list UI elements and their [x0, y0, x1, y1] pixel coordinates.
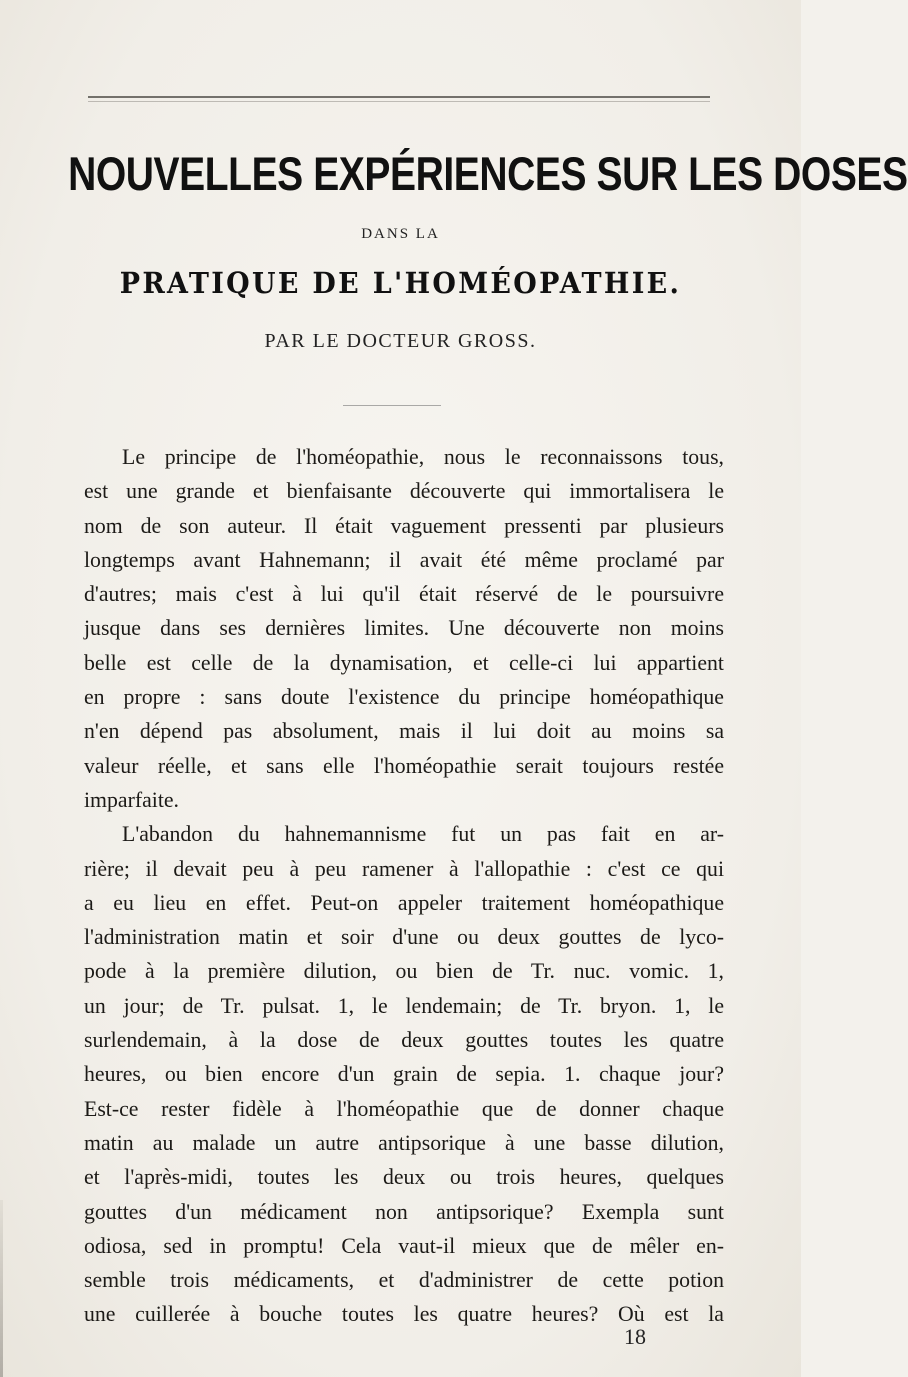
text-line: est une grande et bienfaisante découverte qui immortalisera le [84, 479, 724, 504]
text-line: Le principe de l'homéopathie, nous le reconnaissons tous, [122, 445, 724, 469]
section-separator [343, 405, 441, 406]
title-connector: DANS LA [361, 226, 440, 242]
text-line: L'abandon du hahnemannisme fut un pas fait en ar- [122, 822, 724, 847]
text-line: et l'après-midi, toutes les deux ou trois heures, quelques [84, 1165, 724, 1190]
text-line: a eu lieu en effet. Peut-on appeler traitement homéopathique [84, 890, 724, 915]
text-line: gouttes d'un médicament non antipsorique? Exempla sunt [84, 1199, 724, 1224]
text-line: en propre : sans doute l'existence du principe homéopathique [84, 685, 724, 710]
text-line: Est-ce rester fidèle à l'homéopathie que de donner chaque [84, 1096, 724, 1121]
text-line: jusque dans ses dernières limites. Une découverte non moins [84, 616, 724, 641]
top-rule [88, 96, 710, 98]
text-line: matin au malade un autre antipsorique à une basse dilution, [84, 1130, 724, 1155]
article-title: NOUVELLES EXPÉRIENCES SUR LES DOSES [68, 147, 908, 200]
article-subtitle: PRATIQUE DE L'HOMÉOPATHIE. [119, 266, 682, 300]
top-rule-thin [88, 101, 710, 102]
page-number: 18 [624, 1324, 646, 1349]
author-line: PAR LE DOCTEUR GROSS. [264, 330, 537, 352]
text-line: surlendemain, à la dose de deux gouttes toutes les quatre [84, 1028, 724, 1053]
binding-edge-shadow [0, 1200, 3, 1377]
text-line: odiosa, sed in promptu! Cela vaut-il mieux que de mêler en- [84, 1233, 724, 1258]
text-line: pode à la première dilution, ou bien de Tr. nuc. vomic. 1, [84, 959, 724, 984]
text-line: l'administration matin et soir d'une ou deux gouttes de lyco- [84, 925, 724, 950]
article-body [84, 440, 724, 1332]
text-line: imparfaite. [84, 787, 180, 812]
text-line: heures, ou bien encore d'un grain de sepia. 1. chaque jour? [84, 1062, 724, 1087]
text-line: d'autres; mais c'est à lui qu'il était réservé de le poursuivre [84, 582, 724, 607]
text-line: belle est celle de la dynamisation, et celle-ci lui appartient [84, 650, 724, 675]
text-line: n'en dépend pas absolument, mais il lui doit au moins sa [84, 719, 724, 744]
text-line: nom de son auteur. Il était vaguement pressenti par plusieurs [84, 513, 724, 538]
text-line: semble trois médicaments, et d'administrer de cette potion [84, 1268, 724, 1293]
text-line: rière; il devait peu à peu ramener à l'allopathie : c'est ce qui [84, 856, 724, 881]
text-line: longtemps avant Hahnemann; il avait été même proclamé par [84, 547, 724, 572]
text-line: valeur réelle, et sans elle l'homéopathie serait toujours restée [84, 753, 724, 778]
text-line: un jour; de Tr. pulsat. 1, le lendemain; de Tr. bryon. 1, le [84, 993, 724, 1018]
text-line: une cuillerée à bouche toutes les quatre heures? Où est la [84, 1302, 724, 1327]
